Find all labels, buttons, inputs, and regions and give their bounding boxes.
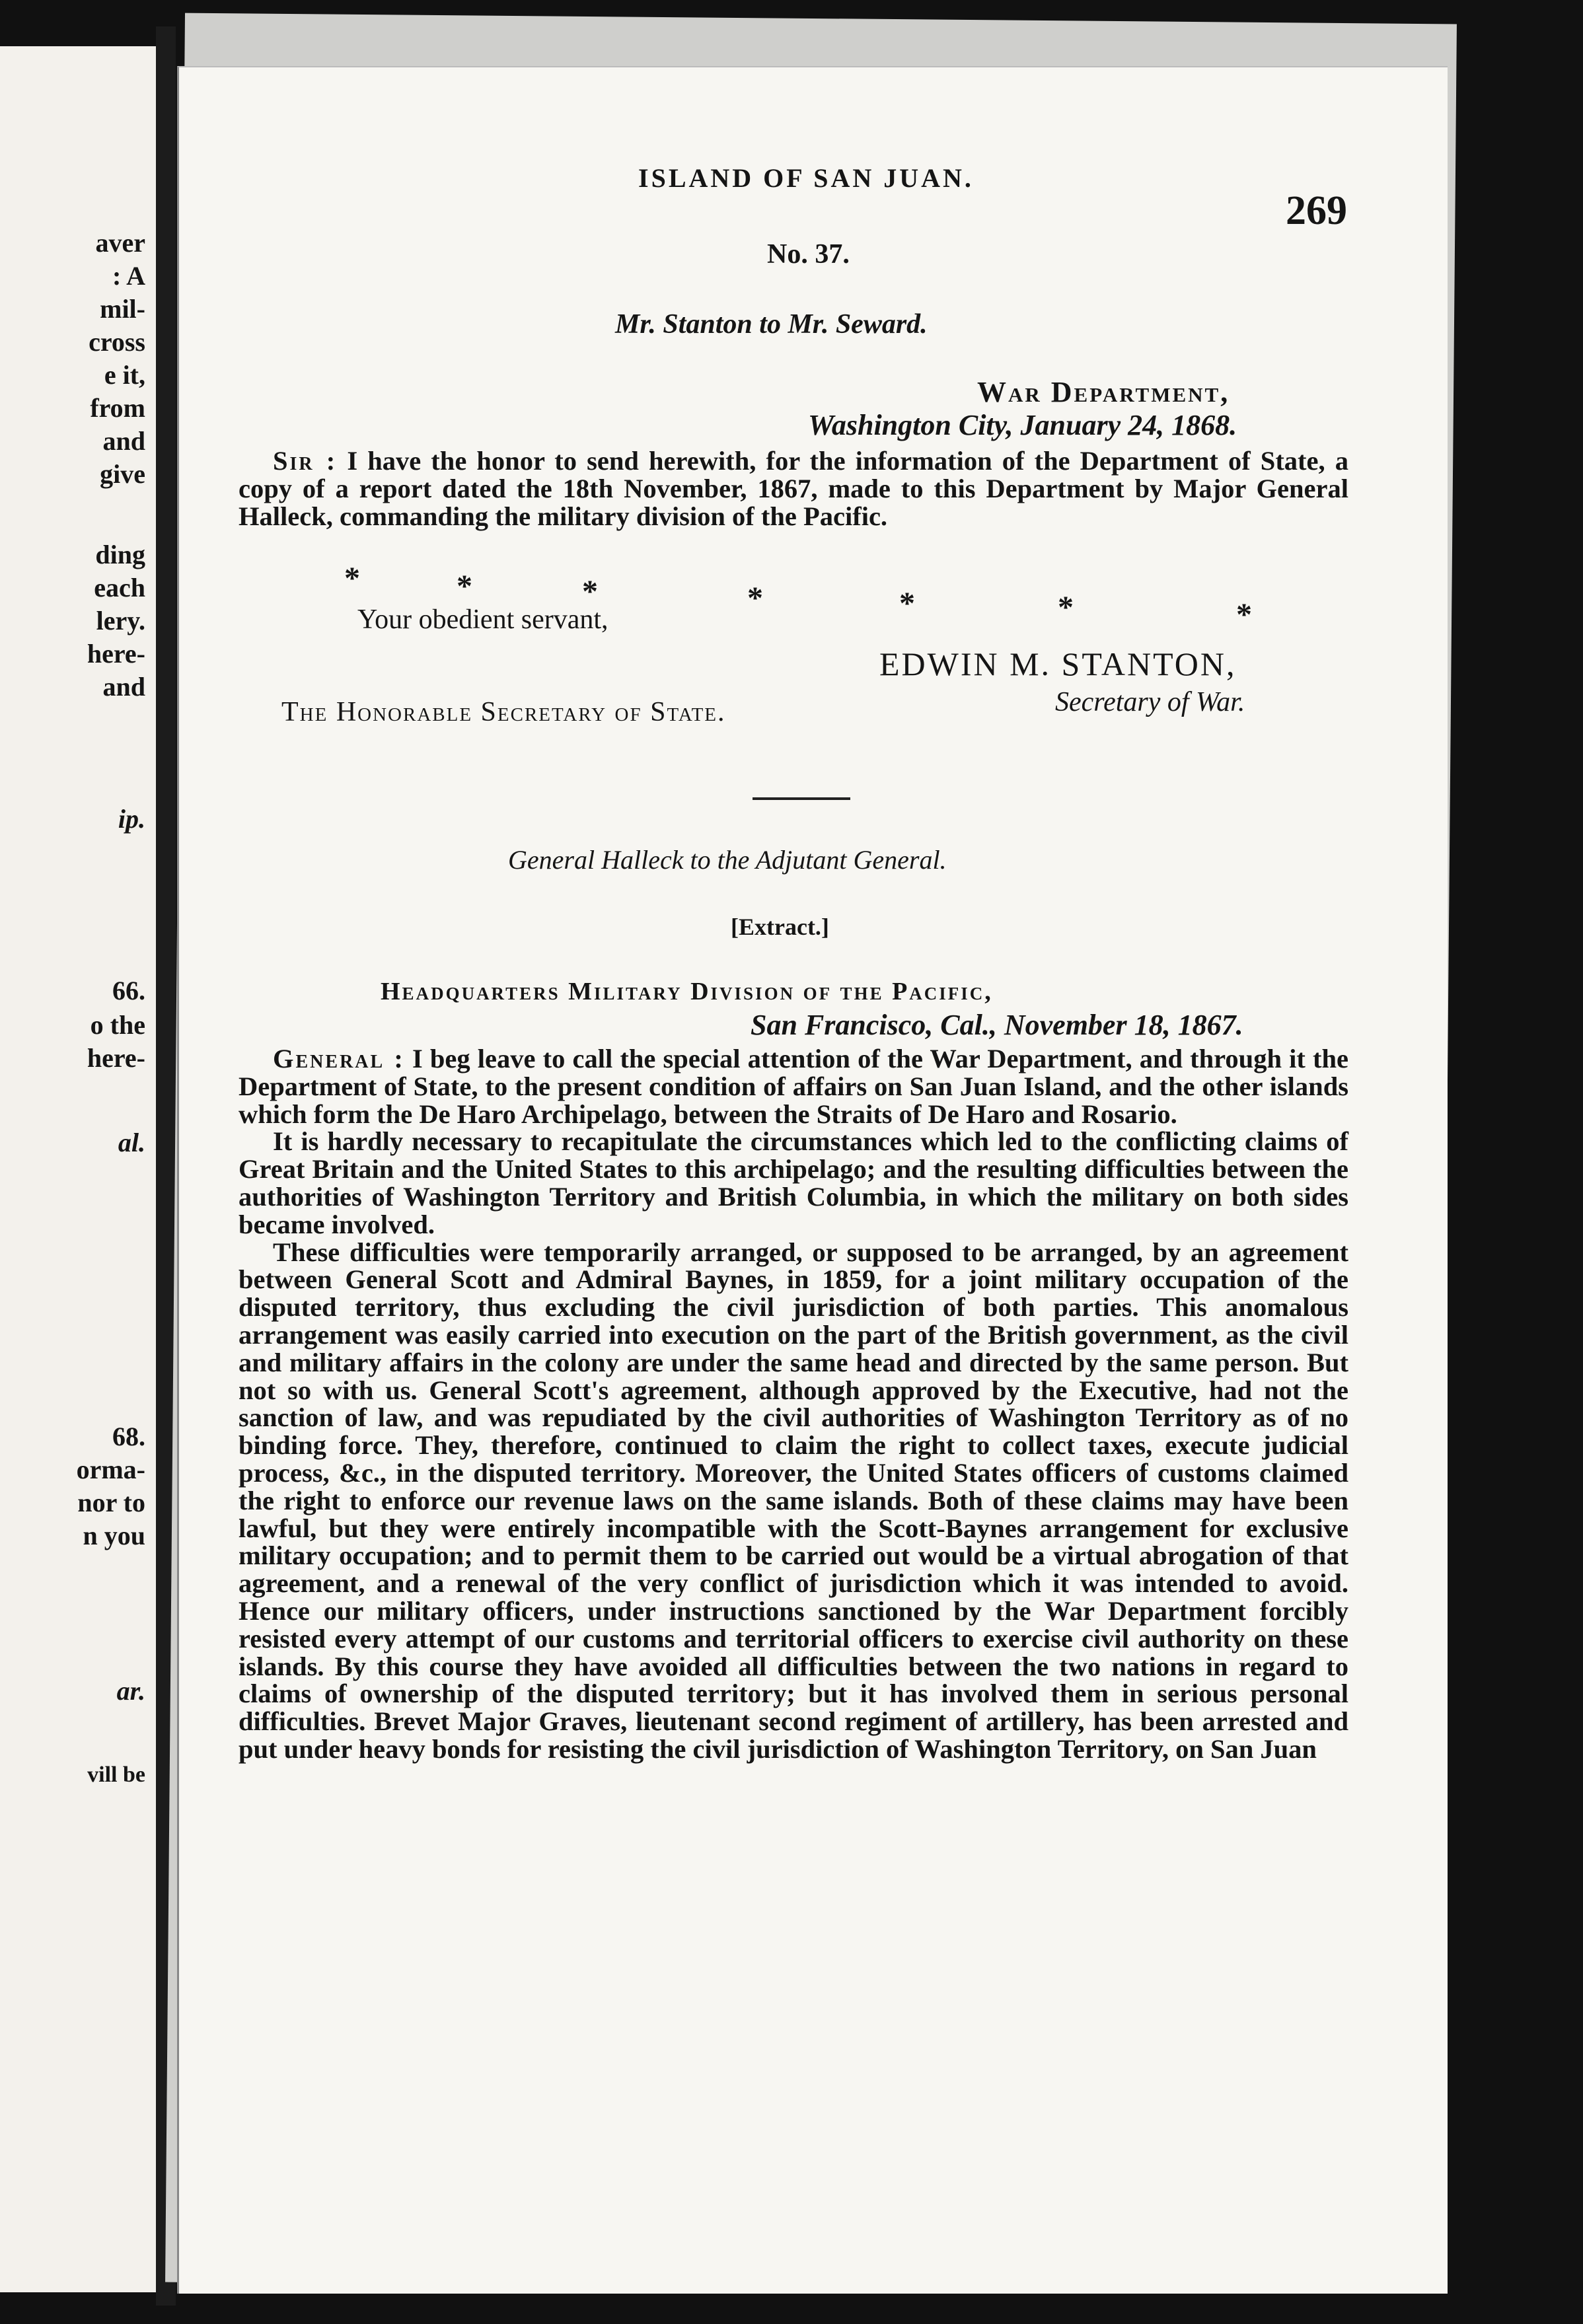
running-title: ISLAND OF SAN JUAN.: [638, 163, 974, 193]
report-heading: Headquarters Military Division of the Pacific,: [381, 978, 993, 1005]
left-page-fragment: : A: [112, 261, 145, 291]
left-page-fragment: here-: [87, 639, 145, 669]
left-page-fragment: ar.: [116, 1676, 145, 1706]
left-page-fragment: al.: [118, 1128, 145, 1157]
report-paragraph: It is hardly necessary to recapitulate the circumstances which led to the conflicting claims of Great Britain and the United States to this archipelago; and the resulting difficulties between the authorities of Washington Territory and British Columbia, in which the military on both sides became involved.: [239, 1126, 1348, 1239]
report-dateline: San Francisco, Cal., November 18, 1867.: [751, 1009, 1243, 1041]
page-number: 269: [1286, 188, 1347, 233]
left-page-fragment: mil-: [100, 294, 145, 324]
report-salutation: General :: [273, 1044, 405, 1073]
report-paragraph: These difficulties were temporarily arranged, or supposed to be arranged, by an agreement between General Scott and Admiral Baynes, in 1859, for a joint military occupation of the disputed territory, thus excluding the civil jurisdiction of both parties. This anomalous arrangement was easily carried into execution on the part of the British government, as the civil and military affairs in the colony are under the same head and directed by the same person. But not so with us. General Scott's agreement, although approved by the Executive, had not the sanction of law, and was repudiated by the civil authorities of Washington Territory as of no binding force. They, therefore, continued to claim the right to collect taxes, execute judicial process, &c., in the disputed territory. Moreover, the United States officers of customs claimed the right to enforce our revenue laws on the same islands. Both of these claims may have been lawful, but they were entirely incompatible with the Scott-Baynes arrangement for exclusive military occupation; and to permit them to be carried out would be a virtual abrogation of that agreement, and a renewal of the very conflict of jurisdiction which it was intended to avoid. Hence our military officers, under instructions sanctioned by the War Department forcibly resisted every attempt of our customs and territorial officers to exercise civil authority on these islands. By this course they have avoided all difficulties between the two nations in regard to claims of ownership of the disputed territory; but it has involved them in serious personal difficulties. Brevet Major Graves, lieutenant second regiment of artillery, has been arrested and put under heavy bonds for resisting the civil jurisdiction of Washington Territory, on San Juan: [239, 1237, 1348, 1764]
omission-star: *: [457, 569, 472, 604]
letter-salutation: Sir :: [273, 446, 338, 476]
signature: EDWIN M. STANTON,: [879, 645, 1237, 682]
section-divider: [753, 797, 850, 800]
left-page-fragment: aver: [95, 228, 145, 258]
omission-star: *: [1236, 597, 1252, 632]
report-body: [239, 1045, 1348, 1763]
signer-title: Secretary of War.: [1055, 687, 1245, 717]
letter-closing: Your obedient servant,: [357, 604, 608, 635]
left-page-fragment: each: [94, 573, 145, 602]
omission-star: *: [1058, 590, 1074, 625]
addressee: The Honorable Secretary of State.: [281, 697, 726, 727]
left-page-fragment: ip.: [118, 804, 145, 834]
right-page: [177, 66, 1448, 2294]
left-page-fragment: vill be: [87, 1762, 145, 1787]
sender-department: War Department,: [977, 376, 1230, 408]
extract-label: [Extract.]: [731, 914, 829, 940]
report-title: General Halleck to the Adjutant General.: [508, 845, 947, 875]
left-page-fragment: give: [100, 459, 145, 489]
omission-star: *: [747, 581, 763, 616]
left-page-fragment: orma-: [76, 1455, 145, 1484]
left-page-fragment: and: [102, 672, 145, 702]
left-page-fragment: ding: [95, 540, 145, 569]
left-page-fragment: e it,: [104, 360, 145, 390]
omission-star: *: [582, 574, 598, 609]
letter-text: I have the honor to send herewith, for the information of the Department of State, a copy of a report dated the 18th November, 1867, made to this Department by Major General Halleck, commanding the military division of the Pacific.: [239, 446, 1348, 531]
letter-dateline: Washington City, January 24, 1868.: [808, 409, 1237, 441]
document-number: No. 37.: [767, 239, 850, 270]
left-page-fragment: o the: [90, 1010, 145, 1040]
left-page-fragment: 66.: [112, 976, 145, 1005]
report-paragraph: I beg leave to call the special attention of the War Department, and through it the Department of State, to the present condition of affairs on San Juan Island, and the other islands which form the De Haro Archipelago, between the Straits of De Haro and Rosario.: [239, 1044, 1348, 1129]
left-page-fragment: lery.: [96, 606, 145, 635]
left-page-fragment: from: [90, 393, 145, 423]
omission-star: *: [899, 586, 915, 621]
left-page-fragment: cross: [89, 327, 145, 357]
left-page-fragment: and: [102, 426, 145, 456]
left-page-fragment: here-: [87, 1043, 145, 1073]
left-page-margin: [0, 46, 158, 2292]
left-page-fragment: n you: [83, 1521, 145, 1550]
letter-body: [239, 447, 1348, 530]
left-page-fragment: 68.: [112, 1422, 145, 1451]
left-page-fragment: nor to: [77, 1488, 145, 1517]
letter-title: Mr. Stanton to Mr. Seward.: [615, 309, 928, 340]
omission-star: *: [344, 561, 360, 596]
